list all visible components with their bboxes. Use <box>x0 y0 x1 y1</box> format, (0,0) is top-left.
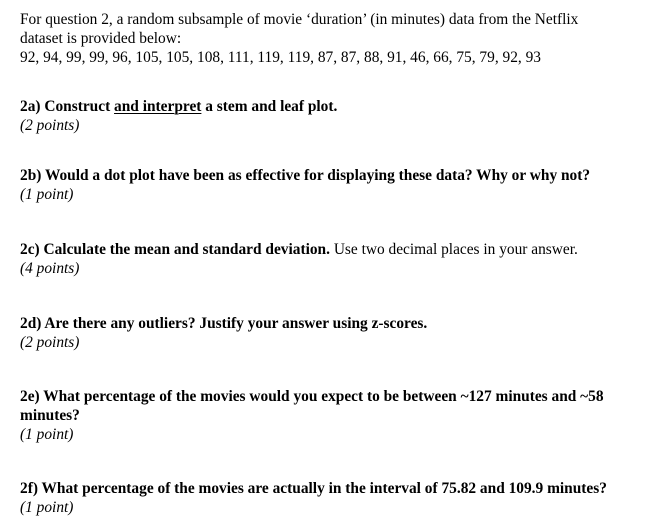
question-2f <box>20 479 650 517</box>
intro-block <box>20 10 650 67</box>
question-2b <box>20 166 650 204</box>
question-2c-label-bold: 2c) Calculate the mean and standard deviation. <box>20 241 330 258</box>
question-2e-points: (1 point) <box>20 426 74 443</box>
intro-line-2: dataset is provided below: <box>20 30 182 47</box>
question-2a-label-underlined: and interpret <box>114 98 202 115</box>
question-2e-label-line-1: 2e) What percentage of the movies would you expect to be between ~127 minutes and ~58 <box>20 388 604 405</box>
duration-data-list: 92, 94, 99, 99, 96, 105, 105, 108, 111, 119, 119, 87, 87, 88, 91, 46, 66, 75, 79, 92, 93 <box>20 49 541 66</box>
question-2c-label-normal: Use two decimal places in your answer. <box>329 241 578 258</box>
question-2b-points: (1 point) <box>20 186 74 203</box>
question-2e-label-line-2: minutes? <box>20 407 80 424</box>
question-2a-points: (2 points) <box>20 117 80 134</box>
question-2a-label-suffix: a stem and leaf plot. <box>201 98 338 115</box>
question-2f-points: (1 point) <box>20 499 74 516</box>
question-2b-label: 2b) Would a dot plot have been as effective for displaying these data? Why or why not? <box>20 167 591 184</box>
question-2d <box>20 314 650 352</box>
question-2a <box>20 97 650 135</box>
question-2a-label <box>20 97 650 116</box>
question-2f-label: 2f) What percentage of the movies are actually in the interval of 75.82 and 109.9 minutes? <box>20 480 607 497</box>
question-2d-points: (2 points) <box>20 334 80 351</box>
question-2c <box>20 240 650 278</box>
intro-line-1: For question 2, a random subsample of movie ‘duration’ (in minutes) data from the Netflix <box>20 11 579 28</box>
question-2c-label <box>20 240 650 259</box>
question-2e <box>20 387 650 444</box>
question-2a-label-prefix: 2a) Construct <box>20 98 115 115</box>
question-2d-label: 2d) Are there any outliers? Justify your answer using z-scores. <box>20 315 428 332</box>
question-2c-points: (4 points) <box>20 260 80 277</box>
